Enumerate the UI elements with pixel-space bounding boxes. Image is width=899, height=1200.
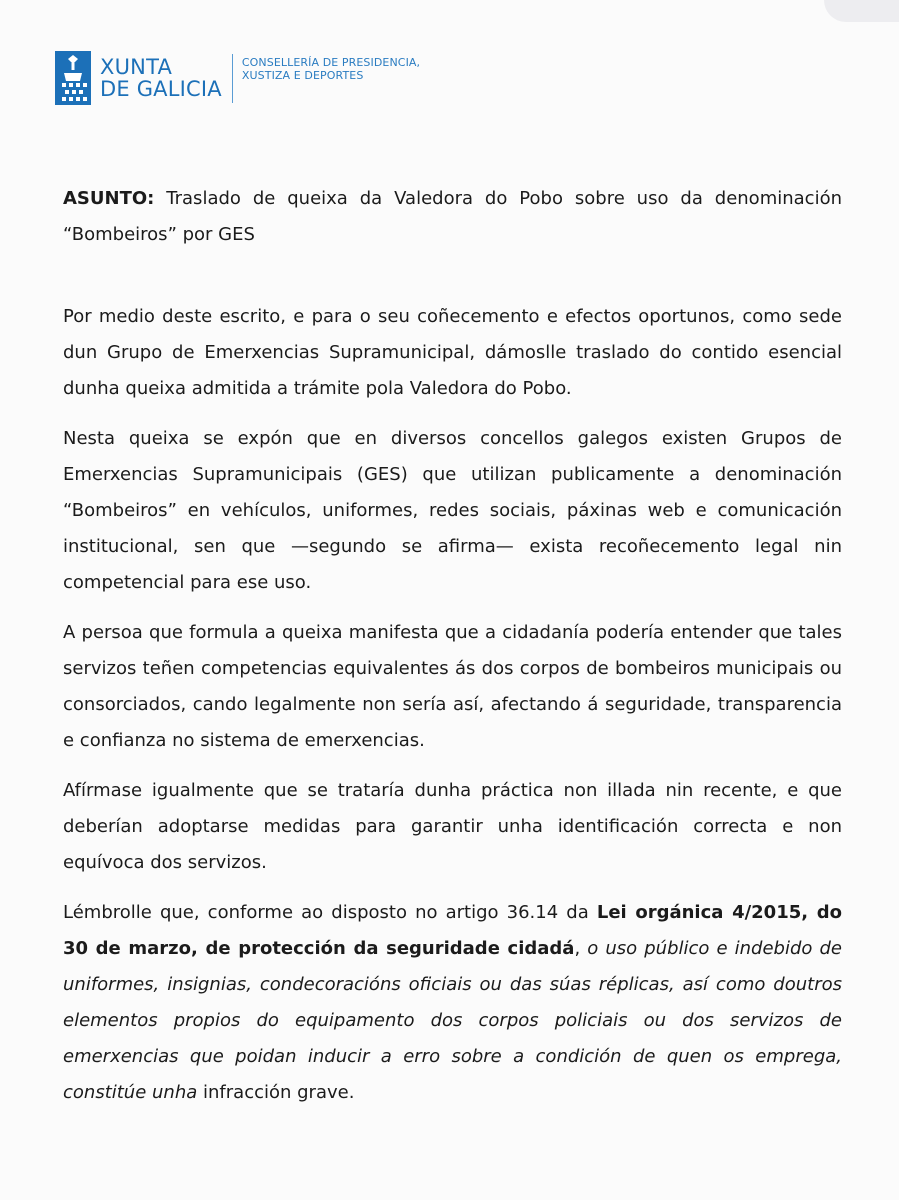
department-line-2: XUSTIZA E DEPORTES: [241, 69, 364, 82]
department-line-1: CONSELLERÍA DE PRESIDENCIA,: [241, 56, 421, 69]
body-paragraph-2: Nesta queixa se expón que en diversos concellos galegos existen Grupos de Emerxencias Supramunicipais (GES) que utilizan publicamente a denominación “Bombeiros” en vehículos, uniformes, redes sociais, páxinas web e comunicación institucional, sen que —segundo se afirma— exista recoñecemento legal nin competencial para ese uso.: [63, 428, 842, 593]
letterhead: [55, 50, 420, 108]
letterhead-divider: [232, 54, 233, 103]
subject-paragraph: [63, 181, 842, 253]
law-reference: Lei orgánica 4/2015, do 30 de marzo, de protección da seguridade cidadá: [63, 902, 842, 959]
logo-line-1: XUNTA: [100, 55, 173, 79]
body-paragraph-4: Afírmase igualmente que se trataría dunha práctica non illada nin recente, e que deberían adoptarse medidas para garantir unha identificación correcta e non equívoca dos servizos.: [63, 780, 842, 873]
subject-label: ASUNTO:: [63, 188, 155, 209]
law-paragraph: [63, 895, 842, 1111]
galicia-shield-icon: [55, 51, 91, 105]
law-paragraph-intro: Lémbrolle que, conforme ao disposto no artigo 36.14 da: [63, 902, 589, 923]
logo-line-2: DE GALICIA: [100, 77, 222, 101]
law-separator: ,: [574, 938, 581, 959]
xunta-logo-text: [100, 56, 222, 100]
subject-text: Traslado de queixa da Valedora do Pobo sobre uso da denominación “Bombeiros” por GES: [63, 188, 842, 245]
document-body: [63, 181, 842, 1125]
law-quotation: o uso público e indebido de uniformes, insignias, condecoracións oficiais ou das súas réplicas, así como doutros elementos propios do equipamento dos corpos policiais ou dos servizos de emerxencias que poidan inducir a erro sobre a condición de quen os emprega, constitúe unha: [63, 938, 842, 1103]
top-right-corner-shape: [824, 0, 899, 22]
body-paragraph-1: Por medio deste escrito, e para o seu coñecemento e efectos oportunos, como sede dun Grupo de Emerxencias Supramunicipal, dámoslle traslado do contido esencial dunha queixa admitida a trámite pola Valedora do Pobo.: [63, 306, 842, 399]
law-paragraph-ending: infracción grave.: [203, 1082, 355, 1103]
body-paragraph-3: A persoa que formula a queixa manifesta que a cidadanía podería entender que tales servizos teñen competencias equivalentes ás dos corpos de bombeiros municipais ou consorciados, cando legalmente non sería así, afectando á seguridade, transparencia e confianza no sistema de emerxencias.: [63, 622, 842, 751]
department-name: [242, 56, 420, 82]
